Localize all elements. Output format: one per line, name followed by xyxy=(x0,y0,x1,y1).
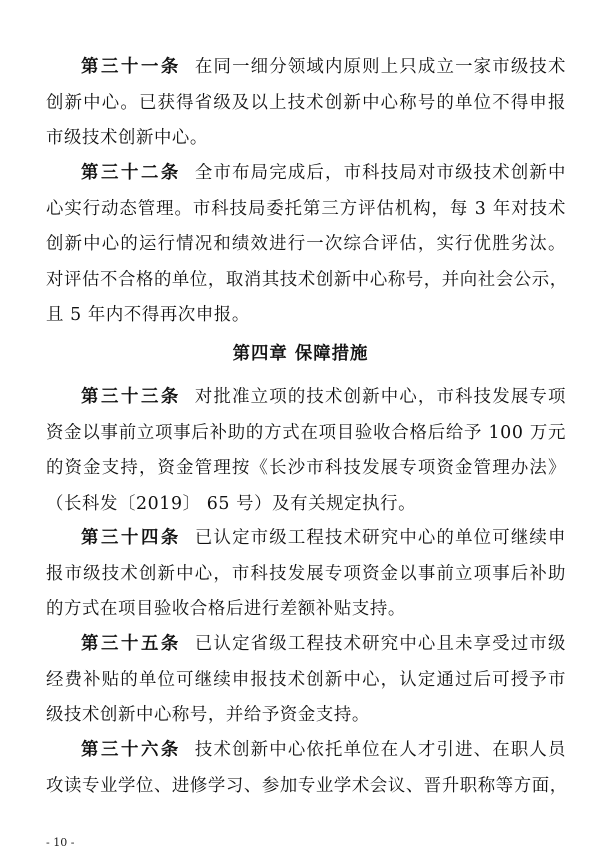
article-31-paragraph xyxy=(46,50,566,157)
article-32-paragraph xyxy=(46,156,566,334)
article-35-line-1: 已认定省级工程技术研究中心且未享受过市级 xyxy=(194,634,566,654)
article-36-paragraph xyxy=(46,733,566,804)
article-33-line-3: 的资金支持，资金管理按《长沙市科技发展专项资金管理办法》 xyxy=(46,458,566,478)
article-34-line-2: 报市级技术创新中心，市科技发展专项资金以事前立项事后补助 xyxy=(46,563,566,584)
article-34-line-3: 的方式在项目验收合格后进行差额补贴支持。 xyxy=(46,599,406,619)
article-35-label: 第三十五条 xyxy=(81,634,181,654)
article-31-line-2: 创新中心。已获得省级及以上技术创新中心称号的单位不得申报 xyxy=(46,92,566,113)
article-36-line-1: 技术创新中心依托单位在人才引进、在职人员 xyxy=(194,740,566,760)
article-33-line-1: 对批准立项的技术创新中心，市科技发展专项 xyxy=(194,387,566,407)
article-36-line-2: 攻读专业学位、进修学习、参加专业学术会议、晋升职称等方面， xyxy=(46,775,568,796)
article-35-line-3: 级技术创新中心称号，并给予资金支持。 xyxy=(46,705,370,725)
chapter-heading: 第四章 保障措施 xyxy=(232,344,369,364)
article-33-line-2: 资金以事前立项事后补助的方式在项目验收合格后给予 100 万元 xyxy=(46,422,566,443)
article-33-label: 第三十三条 xyxy=(81,387,181,407)
article-31-label: 第三十一条 xyxy=(81,57,181,77)
article-32-line-5: 且 5 年内不得再次申报。 xyxy=(46,305,250,325)
article-32-line-1: 全市布局完成后，市科技局对市级技术创新中 xyxy=(194,163,566,183)
article-32-line-3: 创新中心的运行情况和绩效进行一次综合评估，实行优胜劣汰。 xyxy=(46,234,566,254)
article-32-line-2: 心实行动态管理。市科技局委托第三方评估机构，每 3 年对技术 xyxy=(46,198,566,219)
article-36-label: 第三十六条 xyxy=(81,740,181,760)
article-34-paragraph xyxy=(46,521,566,628)
article-35-paragraph xyxy=(46,627,566,734)
article-34-line-1: 已认定市级工程技术研究中心的单位可继续申 xyxy=(194,528,566,548)
article-33-line-4: （长科发〔2019〕 65 号）及有关规定执行。 xyxy=(46,493,417,514)
article-33-paragraph xyxy=(46,380,566,522)
article-32-line-4: 对评估不合格的单位，取消其技术创新中心称号，并向社会公示， xyxy=(46,269,568,290)
article-31-line-1: 在同一细分领域内原则上只成立一家市级技术 xyxy=(194,57,566,77)
article-35-line-2: 经费补贴的单位可继续申报技术创新中心，认定通过后可授予市 xyxy=(46,669,566,690)
article-32-label: 第三十二条 xyxy=(81,163,181,183)
page-number: - 10 - xyxy=(46,836,75,849)
article-31-line-3: 市级技术创新中心。 xyxy=(46,128,208,148)
article-34-label: 第三十四条 xyxy=(81,528,181,548)
